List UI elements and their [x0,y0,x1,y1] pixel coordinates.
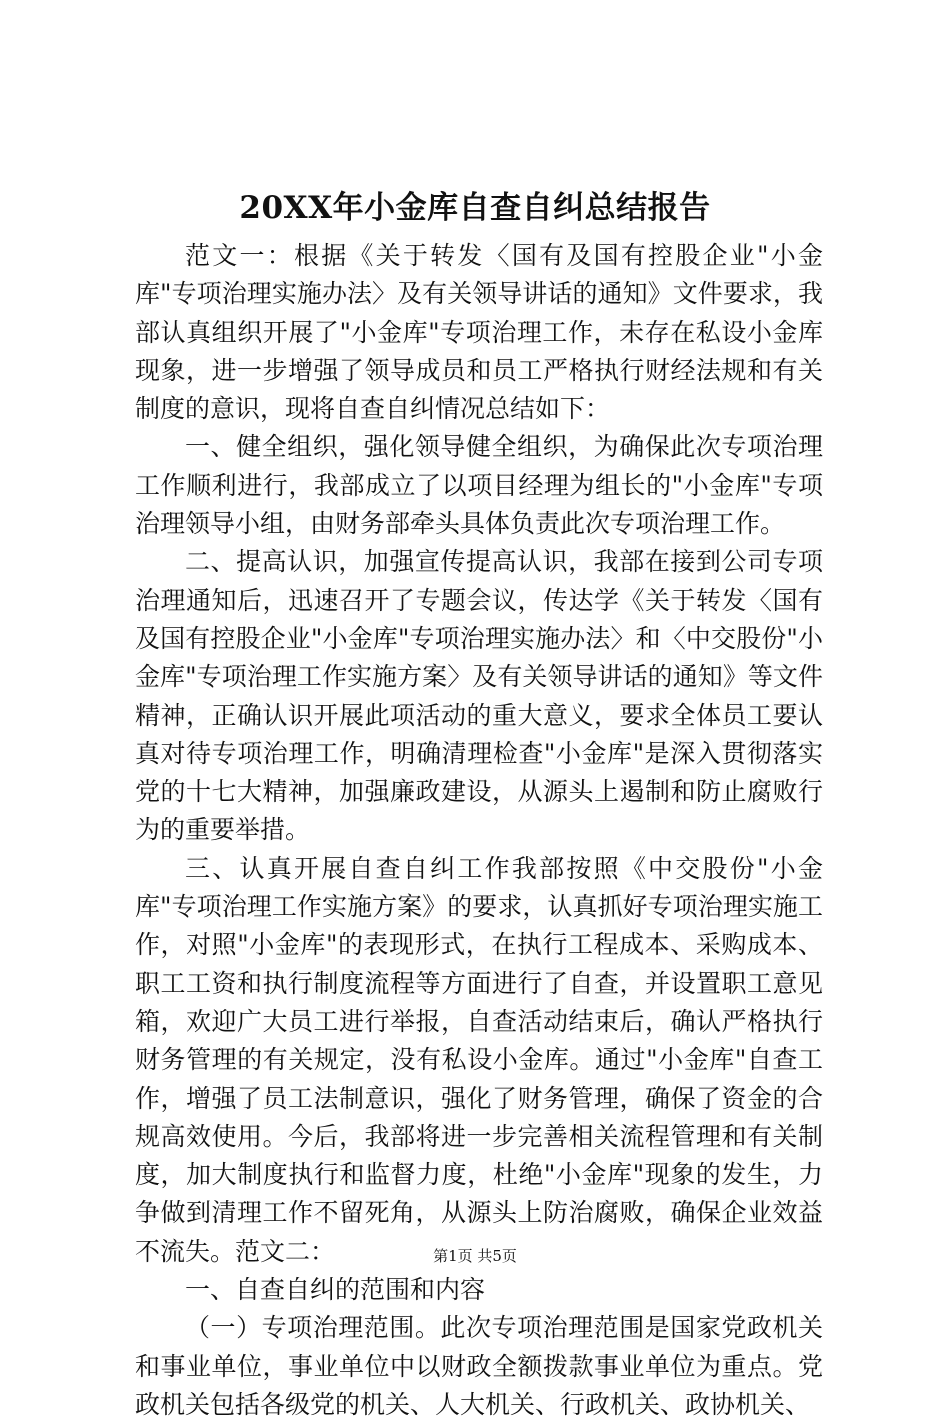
body-paragraph: 一、健全组织，强化领导健全组织，为确保此次专项治理工作顺利进行，我部成立了以项目经理为组长的"小金库"专项治理领导小组，由财务部牵头具体负责此次专项治理工作。 [135,432,823,539]
body-paragraph: 三、认真开展自查自纠工作我部按照《中交股份"小金库"专项治理工作实施方案》的要求，认真抓好专项治理实施工作，对照"小金库"的表现形式，在执行工程成本、采购成本、职工工资和执行制度流程等方面进行了自查，并设置职工意见箱，欢迎广大员工进行举报，自查活动结束后，确认严格执行财务管理的有关规定，没有私设小金库。通过"小金库"自查工作，增强了员工法制意识，强化了财务管理，确保了资金的合规高效使用。今后，我部将进一步完善相关流程管理和有关制度，加大制度执行和监督力度，杜绝"小金库"现象的发生，力争做到清理工作不留死角，从源头上防治腐败，确保企业效益不流失。范文二： [135,853,823,1266]
section-heading: 一、自查自纠的范围和内容 [185,1275,486,1305]
body-paragraph: 范文一：根据《关于转发〈国有及国有控股企业"小金库"专项治理实施办法〉及有关领导讲话的通知》文件要求，我部认真组织开展了"小金库"专项治理工作，未存在私设小金库现象，进一步增强了领导成员和员工严格执行财经法规和有关制度的意识，现将自查自纠情况总结如下： [135,241,823,424]
body-paragraph: 二、提高认识，加强宣传提高认识，我部在接到公司专项治理通知后，迅速召开了专题会议，传达学《关于转发〈国有及国有控股企业"小金库"专项治理实施办法〉和〈中交股份"小金库"专项治理工作实施方案〉及有关领导讲话的通知》等文件精神，正确认识开展此项活动的重大意义，要求全体员工要认真对待专项治理工作，明确清理检查"小金库"是深入贯彻落实党的十七大精神，加强廉政建设，从源头上遏制和防止腐败行为的重要举措。 [135,547,823,845]
body-paragraph: （一）专项治理范围。此次专项治理范围是国家党政机关和事业单位，事业单位中以财政全额拨款事业单位为重点。党政机关包括各级党的机关、人大机关、行政机关、政协机关、 [135,1313,823,1419]
page-number: 第1页 共5页 [433,1247,517,1265]
document-title: 20XX年小金库自查自纠总结报告 [239,190,711,226]
